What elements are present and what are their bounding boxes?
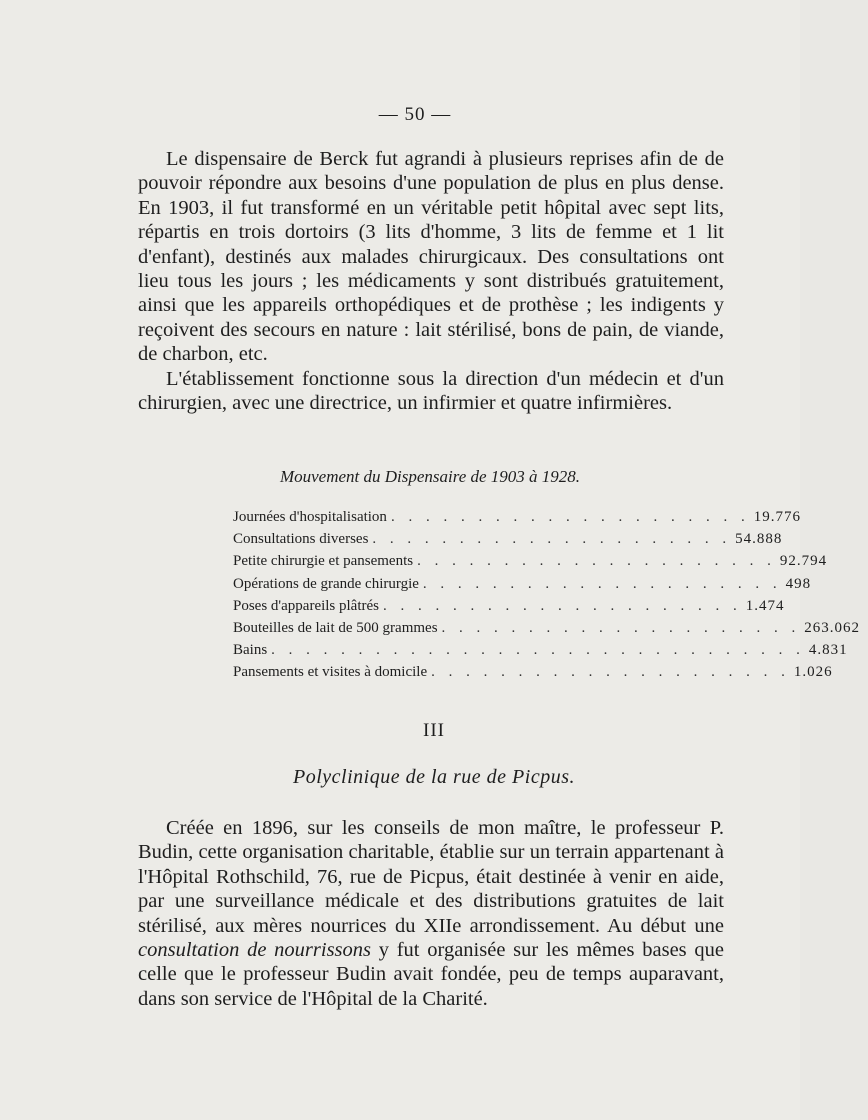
row-label: Bouteilles de lait de 500 grammes (233, 619, 438, 636)
page-number: — 50 — (378, 104, 452, 125)
section-title: Polyclinique de la rue de Picpus. (293, 766, 575, 788)
leader-dots: . . . . . . . . . . . . . . . . . . . . . (372, 531, 732, 548)
row-label: Bains (233, 642, 268, 659)
paragraph-text: Créée en 1896, sur les conseils de mon maître, le professeur P. Budin, cette organisation charitable, établie sur un terrain appartenant à l'Hôpital Rothschild, 76, rue de Picpus, était destinée à venir en aide, par une surveillance médicale et des distributions gratuites de lait stérilisé, aux mères nourrices du XIIe arrondissement. Au début une (138, 817, 724, 937)
statistics-table (233, 506, 861, 684)
table-row (233, 617, 861, 639)
leader-dots: . . . . . . . . . . . . . . . . . . . . . (441, 619, 801, 636)
emphasis-text: consultation de nourrissons (138, 939, 372, 962)
row-label: Consultations diverses (233, 531, 369, 548)
row-label: Pansements et visites à domicile (233, 664, 428, 681)
row-label: Petite chirurgie et pansements (233, 553, 414, 570)
paragraph: Le dispensaire de Berck fut agrandi à plusieurs reprises afin de de pouvoir répondre aux besoins d'une population de plus en plus dense. En 1903, il fut transformé en un véritable petit hôpital avec sept lits, répartis en trois dortoirs (3 lits d'homme, 3 lits de femme et 1 lit d'enfant), destinés aux malades chirurgicaux. Des consultations ont lieu tous les jours ; les médicaments y sont distribués gratuitement, ainsi que les appareils orthopédiques et de prothèse ; les indigents y reçoivent des secours en nature : lait stérilisé, bons de pain, de viande, de charbon, etc. (138, 148, 724, 366)
leader-dots: . . . . . . . . . . . . . . . . . . . . . (383, 597, 742, 614)
paragraph-text: y fut organisée sur les mêmes bases que celle que le professeur Budin avait fondée, peu de temps auparavant, dans son service de l'Hôpital de la Charité. (138, 939, 724, 1010)
leader-dots: . . . . . . . . . . . . . . . . . . . . . (422, 575, 782, 592)
row-value: 54.888 (735, 531, 783, 548)
row-value: 1.474 (745, 597, 785, 614)
row-value: 92.794 (779, 553, 828, 570)
table-row (233, 573, 812, 595)
paragraph (138, 816, 724, 1011)
row-value: 1.026 (793, 664, 833, 681)
row-label: Poses d'appareils plâtrés (233, 597, 380, 614)
table-row (233, 639, 848, 661)
row-label: Journées d'hospitalisation (233, 509, 387, 525)
row-value: 4.831 (808, 642, 848, 659)
row-value: 19.776 (753, 509, 801, 525)
leader-dots: . . . . . . . . . . . . . . . . . . . . . . . . . . . . . . . (271, 642, 805, 659)
table-row (233, 661, 833, 683)
section-text (138, 816, 724, 1011)
leader-dots: . . . . . . . . . . . . . . . . . . . . . (417, 553, 776, 570)
row-label: Opérations de grande chirurgie (233, 575, 419, 592)
table-row (233, 550, 828, 572)
table-row (233, 528, 783, 550)
intro-text (138, 147, 724, 415)
section-number: III (423, 720, 445, 741)
paragraph: L'établissement fonctionne sous la direction d'un médecin et d'un chirurgien, avec une directrice, un infirmier et quatre infirmières. (138, 367, 724, 415)
leader-dots: . . . . . . . . . . . . . . . . . . . . . (390, 509, 750, 525)
leader-dots: . . . . . . . . . . . . . . . . . . . . . (431, 664, 790, 681)
table-row (233, 595, 785, 617)
row-value: 263.062 (804, 619, 861, 636)
table-title: Mouvement du Dispensaire de 1903 à 1928. (279, 467, 581, 486)
row-value: 498 (785, 575, 812, 592)
table-row (233, 506, 801, 528)
